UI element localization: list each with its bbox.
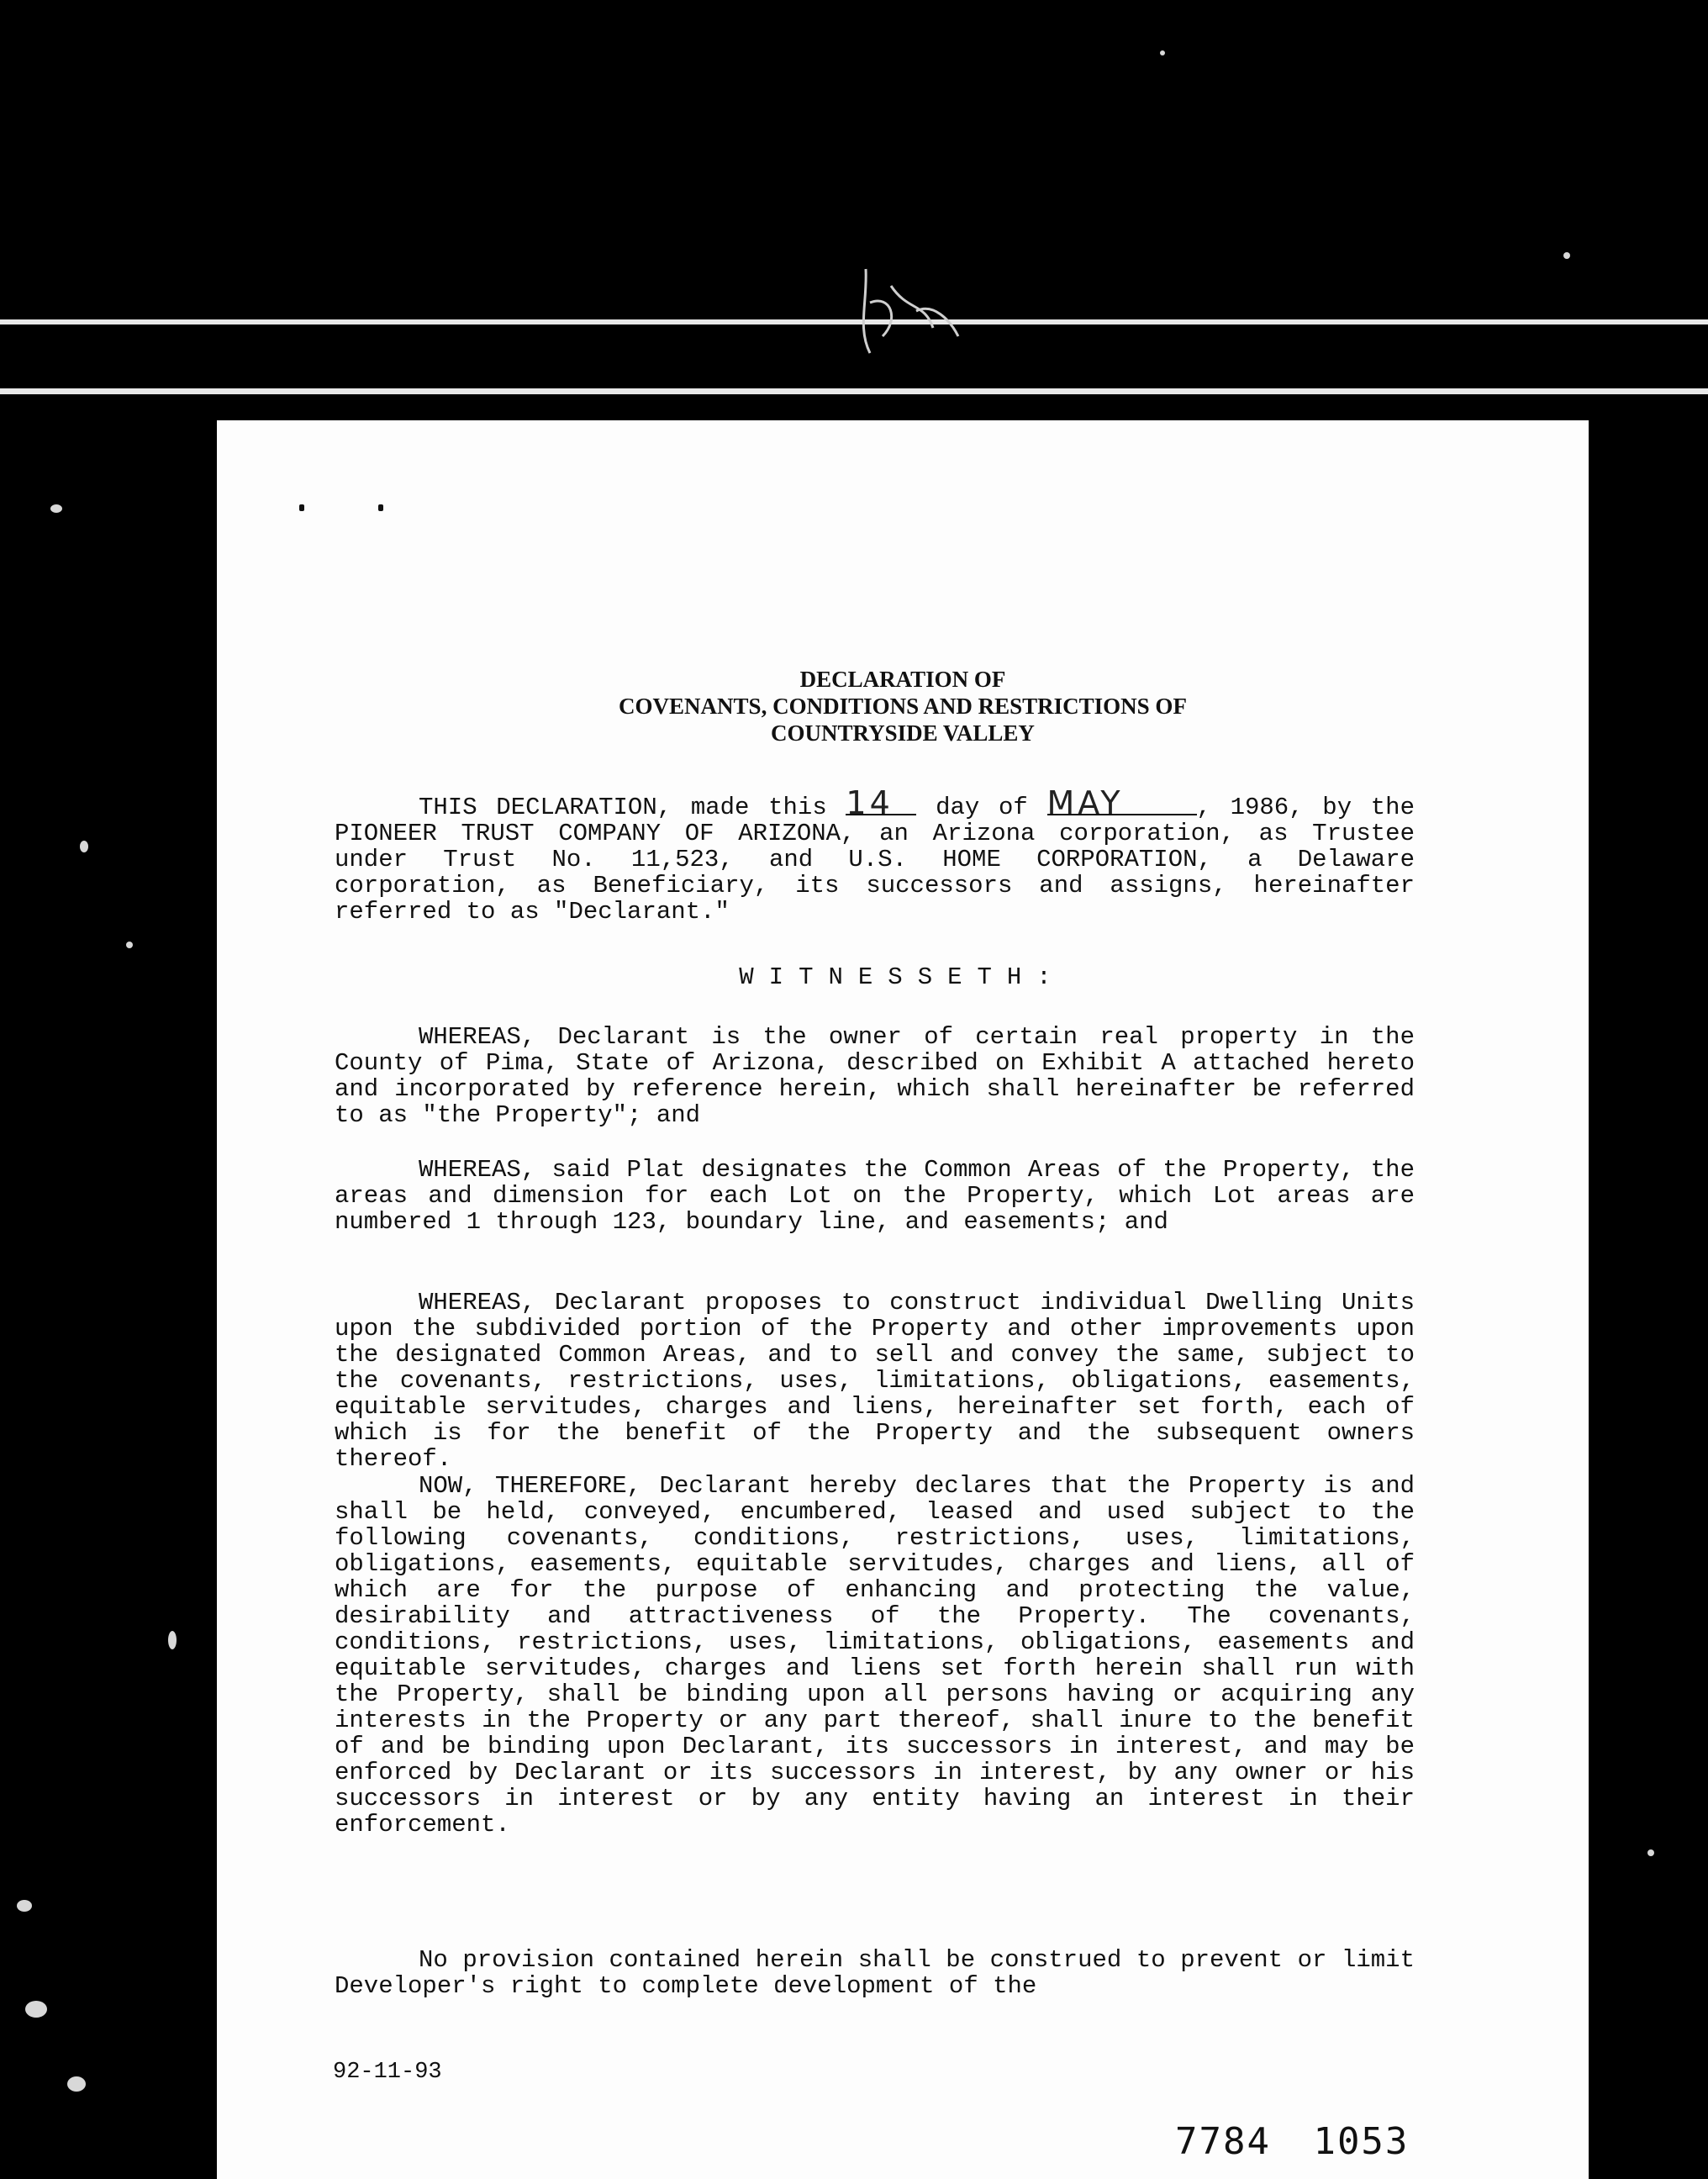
document-number: 92-11-93	[333, 2060, 442, 2085]
scan-speck	[50, 504, 62, 513]
paragraph-text: WHEREAS, Declarant proposes to construct individual Dwelling Units upon the subdivided portion of the Property and other improvements upon the designated Common Areas, and to sell and convey the same, subject to the covenants, restrictions, uses, limitations, obligations, easements, equitable servitudes, charges and liens, hereinafter set forth, each of which is for the benefit of the Property and the subsequent owners thereof.	[335, 1289, 1415, 1473]
scan-speck	[67, 2076, 86, 2092]
paper-mark	[299, 504, 304, 511]
scan-artifact-line	[0, 388, 1708, 394]
day-field: 14	[846, 792, 916, 815]
scan-speck	[17, 1900, 32, 1912]
title-line-3: COUNTRYSIDE VALLEY	[771, 720, 1035, 746]
paragraph-text: WHEREAS, Declarant is the owner of certain real property in the County of Pima, State of Arizona, described on Exhibit A attached hereto and incorporated by reference herein, which shall hereinafter be referred to as "the Property"; and	[335, 1023, 1415, 1129]
whereas-paragraph-1	[335, 1024, 1415, 1128]
scan-speck	[126, 942, 133, 948]
title-line-1: DECLARATION OF	[799, 667, 1006, 692]
handwritten-mark	[832, 252, 975, 370]
paper-mark	[378, 504, 383, 511]
no-provision-paragraph	[335, 1947, 1415, 1999]
title-line-2: COVENANTS, CONDITIONS AND RESTRICTIONS OF	[619, 694, 1187, 719]
scan-speck	[1160, 50, 1165, 55]
recording-stamp-number: 7784 1053	[1175, 2120, 1410, 2163]
paragraph-text: WHEREAS, said Plat designates the Common Areas of the Property, the areas and dimension for each Lot on the Property, which Lot areas are numbered 1 through 123, boundary line, and easements; and	[335, 1156, 1415, 1236]
document-title	[217, 666, 1589, 747]
witnesseth-heading: WITNESSETH:	[739, 963, 1067, 991]
scan-speck	[1647, 1849, 1654, 1856]
scan-speck	[80, 841, 88, 852]
now-therefore-paragraph	[335, 1473, 1415, 1838]
scan-speck	[1563, 252, 1570, 259]
whereas-paragraph-3	[335, 1290, 1415, 1472]
scan-speck	[168, 1631, 177, 1649]
whereas-paragraph-2	[335, 1157, 1415, 1235]
intro-paragraph	[335, 784, 1415, 926]
document-page	[217, 420, 1589, 2179]
paragraph-text: NOW, THEREFORE, Declarant hereby declares that the Property is and shall be held, conveyed, encumbered, leased and used subject to the following covenants, conditions, restrictions, uses, limitations, obligations, easements, equitable servitudes, charges and liens, all of which are for the purpose of enhancing and protecting the value, desirability and attractiveness of the Property. The covenants, conditions, restrictions, uses, limitations, obligations, easements and equitable servitudes, charges and liens set forth herein shall run with the Property, shall be binding upon all persons having or acquiring any interests in the Property or any part thereof, shall inure to the benefit of and be binding upon Declarant, its successors in interest, and may be enforced by Declarant or its successors in interest, by any owner or his successors in interest or by any entity having an interest in their enforcement.	[335, 1472, 1415, 1839]
intro-text-day-of: day of	[916, 794, 1047, 821]
paragraph-text: No provision contained herein shall be construed to prevent or limit Developer's right to complete development of the	[335, 1946, 1415, 2000]
intro-text-rest: , 1986, by the PIONEER TRUST COMPANY OF ARIZONA, an Arizona corporation, as Trustee under Trust No. 11,523, and U.S. HOME CORPORATION, a Delaware corporation, as Beneficiary, its successors and assigns, hereinafter referred to as "Declarant."	[335, 794, 1415, 926]
month-field: MAY	[1047, 792, 1197, 815]
scan-speck	[25, 2001, 47, 2018]
intro-text-start: THIS DECLARATION, made this	[419, 794, 846, 821]
